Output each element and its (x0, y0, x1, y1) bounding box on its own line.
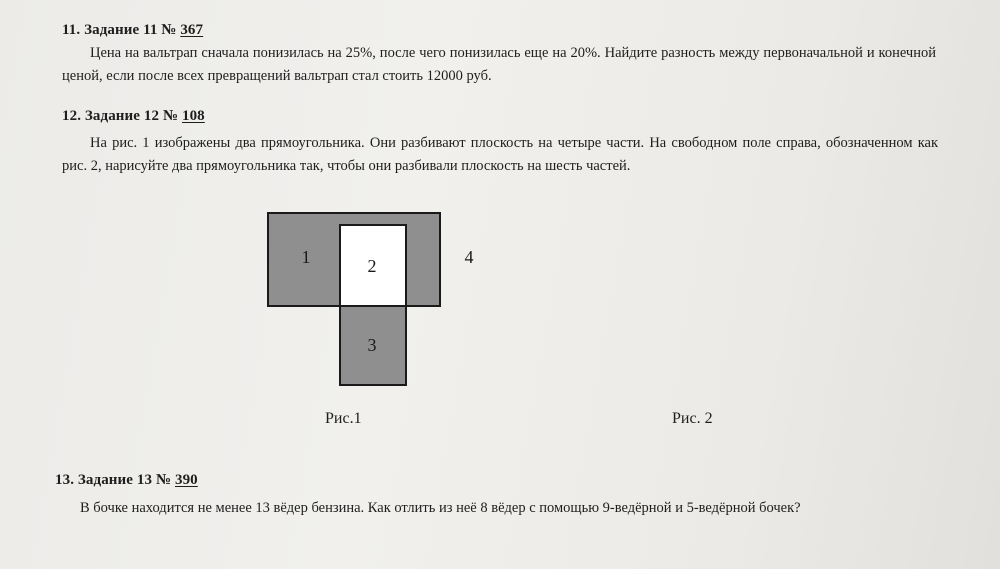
task-11-heading-label: 11. Задание 11 № (62, 22, 177, 38)
task-13-heading (55, 472, 198, 489)
figure-2-caption: Рис. 2 (672, 410, 713, 427)
task-11-heading (62, 22, 203, 39)
region-label-4: 4 (464, 247, 474, 267)
figure-1-rectangles (260, 205, 500, 395)
task-12-text: На рис. 1 изображены два прямоугольника. Они разбивают плоскость на четыре части. На свободном поле справа, обозначенном как рис. 2, нарисуйте два прямоугольника так, чтобы они разбивали плоскость на шесть частей. (62, 135, 938, 174)
task-12-heading-label: 12. Задание 12 № (62, 108, 179, 124)
region-label-1: 1 (301, 247, 311, 267)
task-12-heading (62, 108, 205, 125)
task-13-number-link[interactable]: 390 (174, 472, 198, 488)
task-13-heading-label: 13. Задание 13 № (55, 472, 172, 488)
region-label-3: 3 (367, 335, 377, 355)
figure-1-caption: Рис.1 (325, 410, 362, 427)
region-label-2: 2 (367, 256, 377, 276)
task-12-number-link[interactable]: 108 (181, 108, 205, 124)
task-11-text: Цена на вальтрап сначала понизилась на 25%, после чего понизилась еще на 20%. Найдите разность между первоначальной и конечной ценой, если после всех превращений вальтрап стал стоить 12000 руб. (62, 45, 936, 84)
task-13-text: В бочке находится не менее 13 вёдер бензина. Как отлить из неё 8 вёдер с помощью 9-ведёрной и 5-ведёрной бочек? (80, 500, 801, 516)
task-11-number-link[interactable]: 367 (180, 22, 204, 38)
